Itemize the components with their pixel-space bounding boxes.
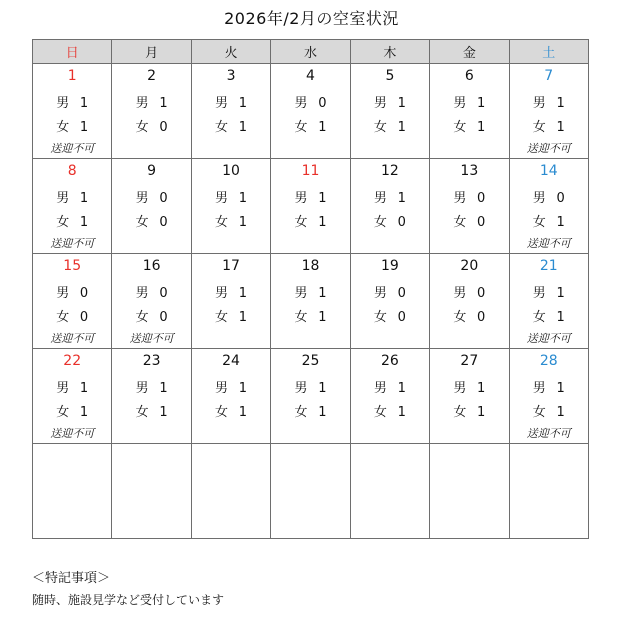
male-count: 1: [79, 191, 89, 206]
female-count: 1: [556, 120, 565, 135]
female-count: 0: [397, 310, 406, 325]
male-vacancy: [351, 92, 429, 111]
female-count: 1: [79, 120, 89, 135]
calendar-week-row: [33, 64, 589, 159]
male-vacancy: [112, 282, 190, 301]
male-count: 0: [318, 96, 327, 111]
female-vacancy: [33, 211, 111, 230]
calendar-day-cell: [33, 349, 112, 444]
transport-unavailable-note: 送迎不可: [50, 332, 95, 345]
female-label: 女: [453, 405, 467, 420]
male-vacancy: [33, 377, 111, 396]
female-label: 女: [135, 405, 149, 420]
male-label: 男: [532, 286, 546, 301]
female-label: 女: [56, 405, 70, 420]
calendar-day-cell: [430, 159, 509, 254]
day-number: 8: [67, 163, 77, 179]
female-count: 0: [159, 310, 168, 325]
male-label: 男: [215, 286, 229, 301]
male-label: 男: [532, 381, 546, 396]
male-count: 0: [159, 191, 168, 206]
female-vacancy: [430, 116, 508, 135]
male-count: 1: [556, 381, 565, 396]
male-vacancy: [430, 92, 508, 111]
day-number: 28: [539, 353, 558, 369]
female-label: 女: [215, 215, 229, 230]
calendar-week-row: [33, 159, 589, 254]
calendar-week-row: [33, 349, 589, 444]
calendar-day-cell: [112, 349, 191, 444]
calendar-empty-cell: [271, 444, 350, 539]
female-vacancy: [510, 306, 588, 325]
weekday-mon: 月: [112, 40, 191, 64]
transport-unavailable-note: 送迎不可: [50, 142, 95, 155]
female-count: 1: [238, 215, 248, 230]
female-count: 0: [397, 215, 406, 230]
female-count: 0: [79, 310, 89, 325]
day-number: 6: [464, 68, 474, 84]
calendar-day-cell: [112, 254, 191, 349]
male-vacancy: [271, 187, 349, 206]
female-vacancy: [351, 401, 429, 420]
male-label: 男: [135, 96, 149, 111]
transport-unavailable-note: 送迎不可: [129, 332, 174, 345]
calendar-empty-cell: [112, 444, 191, 539]
female-label: 女: [294, 310, 308, 325]
calendar-empty-cell: [33, 444, 112, 539]
calendar-day-cell: [509, 254, 588, 349]
female-count: 1: [397, 405, 406, 420]
female-vacancy: [112, 211, 190, 230]
male-count: 1: [79, 96, 89, 111]
day-number: 10: [222, 163, 240, 179]
male-label: 男: [453, 191, 467, 206]
day-number: 12: [380, 163, 399, 179]
male-vacancy: [271, 92, 349, 111]
male-label: 男: [56, 286, 70, 301]
day-number: 7: [544, 68, 554, 84]
calendar-day-cell: [271, 159, 350, 254]
weekday-header-row: [33, 40, 589, 64]
weekday-tue: 火: [191, 40, 270, 64]
male-count: 1: [318, 381, 327, 396]
day-number: 11: [301, 163, 320, 179]
day-number: 3: [226, 68, 236, 84]
male-label: 男: [215, 191, 229, 206]
female-count: 1: [556, 405, 565, 420]
female-count: 1: [318, 120, 327, 135]
male-label: 男: [215, 96, 229, 111]
male-vacancy: [192, 377, 270, 396]
male-label: 男: [294, 96, 308, 111]
female-vacancy: [33, 116, 111, 135]
day-number: 21: [539, 258, 558, 274]
calendar-day-cell: [191, 64, 270, 159]
female-label: 女: [373, 215, 387, 230]
male-vacancy: [112, 377, 190, 396]
male-vacancy: [271, 282, 349, 301]
transport-unavailable-note: 送迎不可: [526, 332, 571, 345]
calendar-day-cell: [33, 64, 112, 159]
female-label: 女: [215, 405, 229, 420]
transport-unavailable-note: 送迎不可: [50, 237, 95, 250]
female-vacancy: [351, 116, 429, 135]
female-label: 女: [294, 120, 308, 135]
day-number: 16: [142, 258, 161, 274]
female-count: 1: [318, 310, 327, 325]
notes-heading: ＜特記事項＞: [32, 571, 111, 586]
transport-unavailable-note: 送迎不可: [526, 427, 571, 440]
calendar-day-cell: [350, 64, 429, 159]
calendar-empty-cell: [191, 444, 270, 539]
male-label: 男: [56, 191, 70, 206]
male-count: 0: [79, 286, 89, 301]
male-count: 1: [397, 96, 406, 111]
male-label: 男: [532, 191, 546, 206]
female-vacancy: [112, 116, 190, 135]
weekday-wed: 水: [271, 40, 350, 64]
male-count: 0: [477, 191, 486, 206]
calendar-day-cell: [191, 349, 270, 444]
calendar-day-cell: [350, 349, 429, 444]
female-vacancy: [351, 306, 429, 325]
male-vacancy: [510, 187, 588, 206]
male-vacancy: [351, 377, 429, 396]
calendar-day-cell: [350, 254, 429, 349]
female-label: 女: [215, 120, 229, 135]
male-count: 1: [159, 96, 168, 111]
female-vacancy: [271, 116, 349, 135]
availability-calendar: [32, 39, 589, 539]
day-number: 17: [222, 258, 240, 274]
calendar-day-cell: [271, 349, 350, 444]
female-count: 1: [79, 215, 89, 230]
female-count: 1: [477, 120, 486, 135]
female-vacancy: [192, 401, 270, 420]
male-label: 男: [532, 96, 546, 111]
female-vacancy: [430, 211, 508, 230]
male-label: 男: [373, 96, 387, 111]
male-vacancy: [510, 377, 588, 396]
female-count: 1: [238, 120, 248, 135]
female-vacancy: [351, 211, 429, 230]
male-vacancy: [33, 282, 111, 301]
female-label: 女: [215, 310, 229, 325]
male-count: 0: [159, 286, 168, 301]
male-count: 0: [397, 286, 406, 301]
calendar-day-cell: [430, 254, 509, 349]
female-label: 女: [532, 215, 546, 230]
calendar-day-cell: [271, 64, 350, 159]
female-count: 0: [159, 215, 168, 230]
weekday-sat: 土: [509, 40, 588, 64]
female-count: 0: [159, 120, 168, 135]
day-number: 18: [301, 258, 320, 274]
day-number: 15: [63, 258, 82, 274]
male-label: 男: [135, 191, 149, 206]
male-count: 1: [79, 381, 89, 396]
female-label: 女: [373, 405, 387, 420]
male-count: 1: [318, 286, 327, 301]
female-label: 女: [373, 120, 387, 135]
male-vacancy: [271, 377, 349, 396]
female-label: 女: [453, 215, 467, 230]
calendar-day-cell: [430, 349, 509, 444]
female-count: 1: [556, 215, 565, 230]
day-number: 2: [147, 68, 157, 84]
male-label: 男: [294, 191, 308, 206]
female-vacancy: [192, 306, 270, 325]
calendar-day-cell: [509, 349, 588, 444]
day-number: 26: [380, 353, 399, 369]
male-vacancy: [192, 187, 270, 206]
transport-unavailable-note: 送迎不可: [50, 427, 95, 440]
calendar-empty-cell: [509, 444, 588, 539]
male-label: 男: [215, 381, 229, 396]
female-vacancy: [192, 211, 270, 230]
calendar-day-cell: [112, 159, 191, 254]
day-number: 23: [142, 353, 161, 369]
male-vacancy: [33, 187, 111, 206]
male-label: 男: [56, 381, 70, 396]
day-number: 24: [222, 353, 240, 369]
female-count: 1: [318, 215, 327, 230]
female-label: 女: [56, 120, 70, 135]
calendar-day-cell: [509, 64, 588, 159]
male-label: 男: [294, 381, 308, 396]
female-vacancy: [33, 306, 111, 325]
calendar-day-cell: [430, 64, 509, 159]
female-vacancy: [510, 211, 588, 230]
male-count: 1: [477, 96, 486, 111]
female-count: 1: [318, 405, 327, 420]
male-label: 男: [453, 96, 467, 111]
page-title: 2026年/2月の空室状況: [224, 9, 399, 28]
male-vacancy: [510, 282, 588, 301]
calendar-week-row: [33, 254, 589, 349]
male-label: 男: [373, 191, 387, 206]
day-number: 25: [301, 353, 320, 369]
calendar-day-cell: [112, 64, 191, 159]
male-label: 男: [373, 286, 387, 301]
male-label: 男: [373, 381, 387, 396]
female-vacancy: [271, 211, 349, 230]
female-count: 1: [238, 405, 248, 420]
calendar-day-cell: [350, 159, 429, 254]
female-count: 0: [477, 310, 486, 325]
calendar-empty-row: [33, 444, 589, 539]
weekday-thu: 木: [350, 40, 429, 64]
day-number: 9: [147, 163, 157, 179]
female-label: 女: [135, 215, 149, 230]
male-label: 男: [135, 381, 149, 396]
male-count: 1: [556, 286, 565, 301]
female-vacancy: [192, 116, 270, 135]
calendar-empty-cell: [430, 444, 509, 539]
female-vacancy: [112, 401, 190, 420]
day-number: 14: [539, 163, 558, 179]
female-vacancy: [271, 306, 349, 325]
day-number: 20: [460, 258, 479, 274]
day-number: 5: [385, 68, 395, 84]
male-count: 1: [318, 191, 327, 206]
calendar-day-cell: [191, 159, 270, 254]
female-label: 女: [294, 405, 308, 420]
male-count: 1: [397, 191, 406, 206]
female-label: 女: [532, 120, 546, 135]
female-count: 1: [556, 310, 565, 325]
weekday-fri: 金: [430, 40, 509, 64]
day-number: 13: [460, 163, 479, 179]
calendar-day-cell: [509, 159, 588, 254]
female-label: 女: [453, 120, 467, 135]
day-number: 4: [306, 68, 315, 84]
male-vacancy: [192, 92, 270, 111]
transport-unavailable-note: 送迎不可: [526, 142, 571, 155]
male-vacancy: [430, 187, 508, 206]
calendar-day-cell: [191, 254, 270, 349]
female-vacancy: [271, 401, 349, 420]
male-vacancy: [33, 92, 111, 111]
male-vacancy: [510, 92, 588, 111]
male-vacancy: [351, 282, 429, 301]
male-count: 1: [238, 381, 248, 396]
male-label: 男: [56, 96, 70, 111]
male-count: 1: [238, 191, 248, 206]
male-vacancy: [430, 282, 508, 301]
female-vacancy: [510, 116, 588, 135]
female-label: 女: [532, 405, 546, 420]
day-number: 19: [380, 258, 399, 274]
male-count: 1: [477, 381, 486, 396]
female-label: 女: [56, 310, 70, 325]
notes-body: 随時、施設見学など受付しています: [32, 593, 225, 607]
male-count: 0: [556, 191, 565, 206]
female-label: 女: [56, 215, 70, 230]
weekday-sun: 日: [33, 40, 112, 64]
female-label: 女: [373, 310, 387, 325]
female-count: 1: [477, 405, 486, 420]
female-label: 女: [453, 310, 467, 325]
male-vacancy: [112, 187, 190, 206]
day-number: 22: [63, 353, 82, 369]
female-vacancy: [510, 401, 588, 420]
male-label: 男: [453, 381, 467, 396]
male-vacancy: [112, 92, 190, 111]
male-vacancy: [192, 282, 270, 301]
male-label: 男: [294, 286, 308, 301]
female-count: 1: [397, 120, 406, 135]
male-vacancy: [351, 187, 429, 206]
female-label: 女: [532, 310, 546, 325]
female-vacancy: [430, 306, 508, 325]
female-label: 女: [294, 215, 308, 230]
female-vacancy: [430, 401, 508, 420]
female-count: 1: [159, 405, 168, 420]
female-vacancy: [33, 401, 111, 420]
male-count: 0: [477, 286, 486, 301]
calendar-day-cell: [33, 254, 112, 349]
male-count: 1: [159, 381, 168, 396]
day-number: 1: [67, 68, 77, 84]
male-vacancy: [430, 377, 508, 396]
calendar-day-cell: [271, 254, 350, 349]
calendar-day-cell: [33, 159, 112, 254]
female-label: 女: [135, 120, 149, 135]
female-count: 0: [477, 215, 486, 230]
female-count: 1: [238, 310, 248, 325]
male-count: 1: [397, 381, 406, 396]
male-count: 1: [556, 96, 565, 111]
male-count: 1: [238, 286, 248, 301]
male-label: 男: [135, 286, 149, 301]
female-count: 1: [79, 405, 89, 420]
male-label: 男: [453, 286, 467, 301]
day-number: 27: [460, 353, 479, 369]
female-vacancy: [112, 306, 190, 325]
calendar-empty-cell: [350, 444, 429, 539]
male-count: 1: [238, 96, 248, 111]
transport-unavailable-note: 送迎不可: [526, 237, 571, 250]
female-label: 女: [135, 310, 149, 325]
